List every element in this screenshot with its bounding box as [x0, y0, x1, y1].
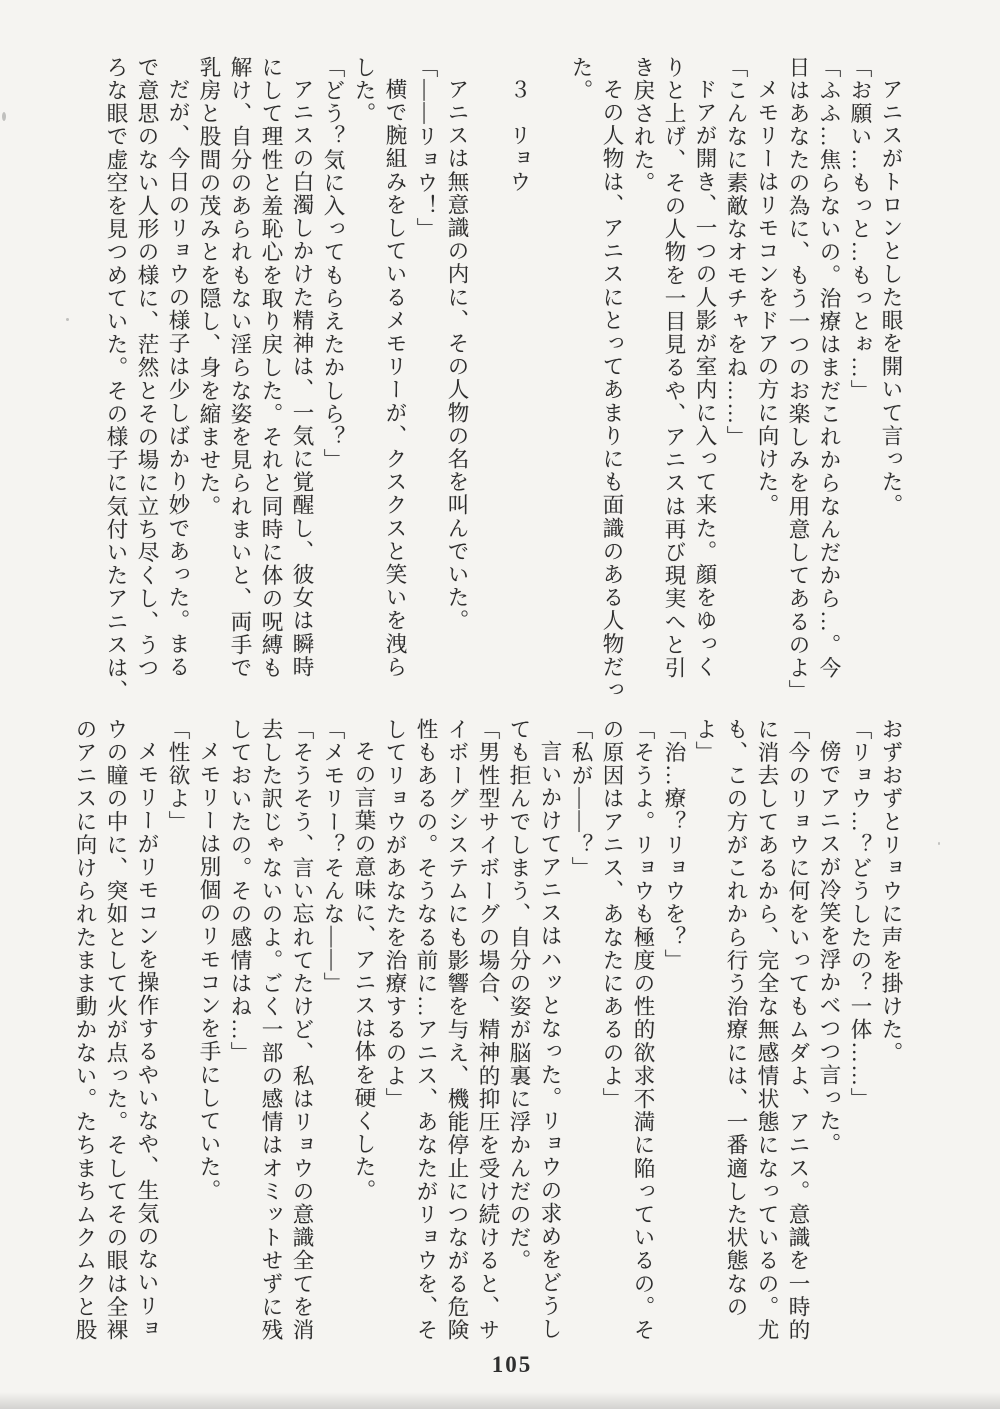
scan-speck [66, 318, 69, 321]
text-line: 「メモリー？そんな――」 [321, 718, 345, 996]
text-line: 日はあなたの為に、もう一つのお楽しみを用意してあるのよ」 [786, 56, 810, 703]
page-number: 105 [491, 1352, 533, 1377]
text-line: ウの瞳の中に、突如として火が点った。そしてその眼は全裸 [104, 718, 128, 1342]
text-line: 性もあるの。そうなる前に…アニス、あなたがリョウを、そ [414, 718, 438, 1342]
text-line: 「お願い…もっと…もっとぉ…」 [848, 56, 872, 403]
text-line: メモリーがリモコンを操作するやいなや、生気のないリョ [135, 740, 159, 1341]
text-line: の原因はアニス、あなたにあるのよ」 [600, 718, 624, 1111]
text-line: 「男性型サイボーグの場合、精神的抑圧を受け続けると、サ [476, 718, 500, 1342]
text-line: おずおずとリョウに声を掛けた。 [879, 718, 903, 1065]
text-line: 「私が――？」 [569, 718, 593, 880]
text-line: 解け、自分のあられもない淫らな姿を見られまいと、両手で [228, 56, 252, 680]
text-line: メモリーはリモコンをドアの方に向けた。 [755, 78, 779, 517]
text-line: イボーグシステムにも影響を与え、機能停止につながる危険 [445, 718, 469, 1342]
text-line: 「治…療？リョウを？」 [662, 718, 686, 973]
text-line: アニスの白濁しかけた精神は、一気に覚醒し、彼女は瞬時 [290, 78, 314, 679]
text-line: アニスがトロンとした眼を開いて言った。 [879, 78, 903, 517]
text-line: 「そうよ。リョウも極度の性的欲求不満に陥っているの。そ [631, 718, 655, 1342]
section-heading: ３ リョウ [507, 78, 531, 194]
text-line: 「そうそう、言い忘れてたけど、私はリョウの意識全てを消 [290, 718, 314, 1342]
text-line: も、この方がこれから行う治療には、一番適した状態なのよ」 [693, 718, 748, 1319]
top-text-block [100, 56, 906, 706]
text-line: 傍でアニスが冷笑を浮かべつつ言った。 [817, 740, 841, 1156]
text-line: 乳房と股間の茂みとを隠し、身を縮ませた。 [197, 56, 221, 518]
text-line: ても拒んでしまう、自分の姿が脳裏に浮かんだのだ。 [507, 718, 531, 1273]
text-line: した。 [352, 56, 376, 126]
text-line: 「――リョウ！」 [414, 56, 438, 241]
text-line: その人物は、アニスにとってあまりにも面識のある人物だっ [600, 78, 624, 702]
text-line: 「リョウ…？どうしたの？一体……」 [848, 718, 872, 1111]
text-line: しておいたの。その感情はね…」 [228, 718, 252, 1065]
text-line: りと上げ、その人物を一目見るや、アニスは再び現実へと引 [662, 56, 686, 680]
text-line: に消去してあるから、完全な無感情状態になっているの。尤 [755, 718, 779, 1342]
text-line: ろな眼で虚空を見つめていた。その様子に気付いたアニスは、 [104, 56, 128, 703]
text-line: 横で腕組みをしているメモリーが、クスクスと笑いを洩ら [383, 78, 407, 679]
text-line: き戻された。 [631, 56, 655, 195]
text-line: ドアが開き、一つの人影が室内に入って来た。顔をゆっく [693, 78, 717, 679]
text-line: た。 [569, 56, 593, 103]
text-line: で意思のない人形の様に、茫然とその場に立ち尽くし、うつ [135, 56, 159, 680]
text-line: 「どう？気に入ってもらえたかしら？」 [321, 56, 345, 472]
text-line: 去した訳じゃないのよ。ごく一部の感情はオミットせずに残 [259, 718, 283, 1342]
text-line: 「こんなに素敵なオモチャをね……」 [724, 56, 748, 449]
text-line: 「性欲よ」 [166, 718, 190, 834]
text-line: のアニスに向けられたまま動かない。たちまちムクムクと股 [73, 718, 97, 1342]
text-line: その言葉の意味に、アニスは体を硬くした。 [352, 740, 376, 1202]
scan-speck [2, 112, 6, 121]
text-line: 「ふふ…焦らないの。治療はまだこれからなんだから…。今 [817, 56, 841, 680]
text-line: アニスは無意識の内に、その人物の名を叫んでいた。 [445, 78, 469, 633]
text-line: 「今のリョウに何をいってもムダよ、アニス。意識を一時的 [786, 718, 810, 1342]
text-line: だが、今日のリョウの様子は少しばかり妙であった。まる [166, 78, 190, 679]
text-line: 言いかけてアニスはハッとなった。リョウの求めをどうし [538, 740, 562, 1341]
bottom-text-block [69, 718, 906, 1354]
text-line: メモリーは別個のリモコンを手にしていた。 [197, 740, 221, 1202]
text-line: してリョウがあなたを治療するのよ」 [383, 718, 407, 1111]
text-line: にして理性と羞恥心を取り戻した。それと同時に体の呪縛も [259, 56, 283, 680]
scan-speck [938, 842, 940, 845]
